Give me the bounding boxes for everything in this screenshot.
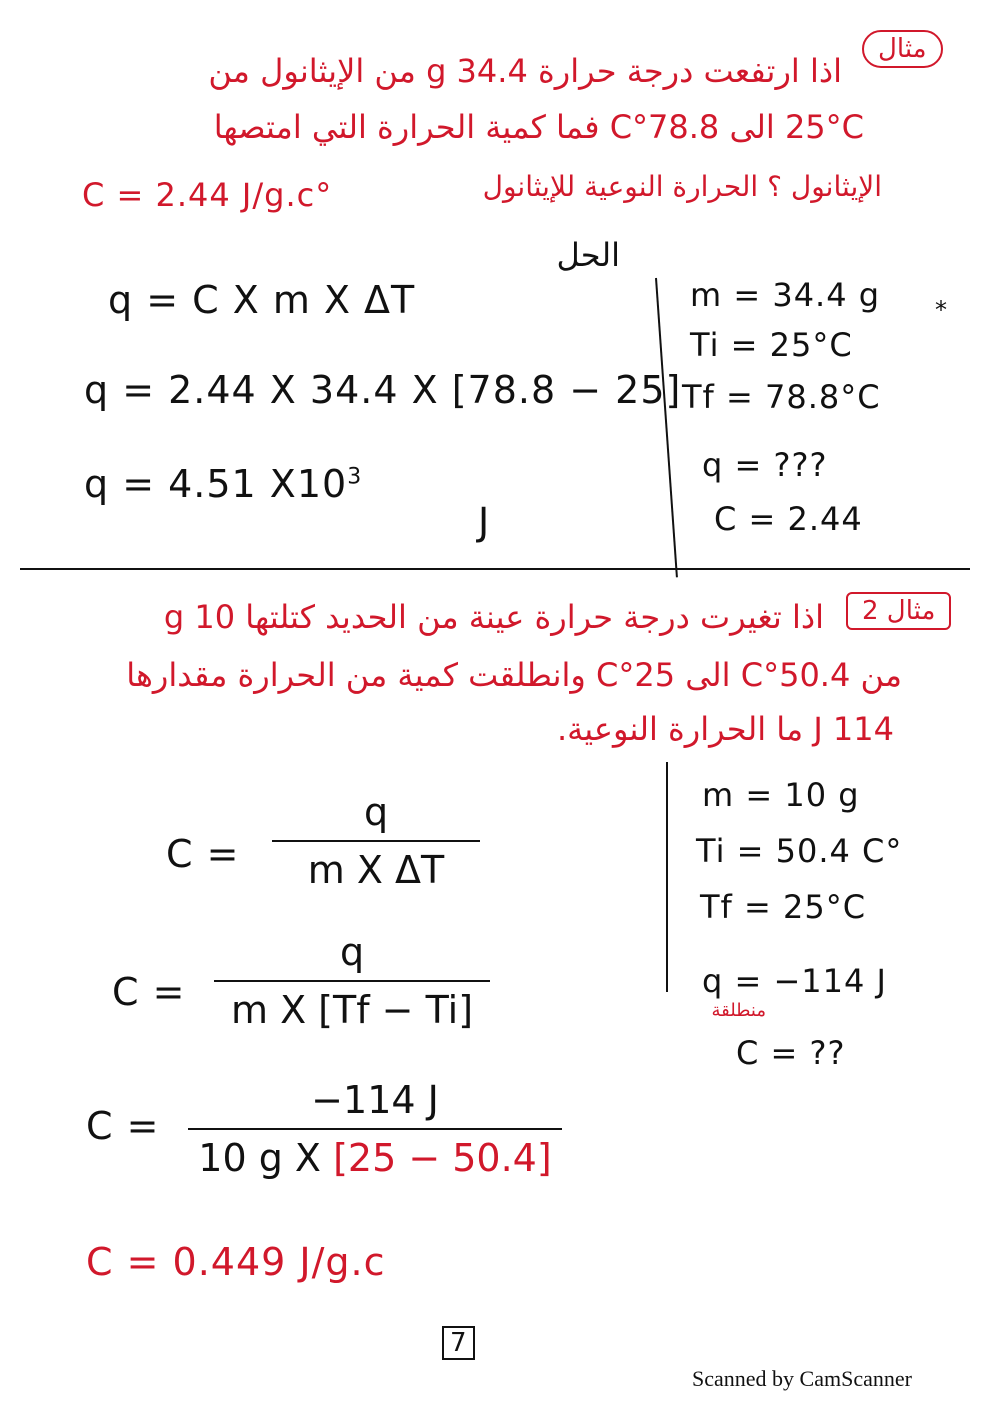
release-note: منطلقة bbox=[711, 1000, 766, 1021]
formula-3-denominator: 10 g X [25 − 50.4] bbox=[198, 1136, 552, 1180]
example-1-given-tf: Tf = 78.8°C bbox=[682, 378, 881, 416]
example-1-divider bbox=[655, 278, 678, 577]
example-2-line-1: اذا تغيرت درجة حرارة عينة من الحديد كتلتها 10 g bbox=[163, 598, 824, 636]
section-divider bbox=[20, 568, 970, 570]
example-1-line-2: 25°C الى 78.8°C فما كمية الحرارة التي امتصها bbox=[213, 108, 864, 146]
formula-3-numerator: −114 J bbox=[311, 1078, 439, 1122]
star-mark: * bbox=[935, 296, 947, 324]
example-1-label: مثال bbox=[862, 30, 943, 68]
example-1-given-q: q = ??? bbox=[702, 446, 828, 484]
example-1-equation-3: q = 4.51 $X10^3$ bbox=[84, 462, 363, 506]
example-1-c-value: C = 2.44 J/g.c° bbox=[82, 176, 333, 214]
formula-3-bar bbox=[188, 1128, 562, 1130]
formula-1-bar bbox=[272, 840, 480, 842]
formula-1-lhs: C = bbox=[166, 832, 240, 876]
example-1-unit: J bbox=[478, 500, 491, 544]
formula-1-fraction bbox=[272, 790, 480, 892]
example-2-divider bbox=[666, 762, 668, 992]
formula-1-numerator: q bbox=[363, 790, 389, 834]
example-1-given-m: m = 34.4 g bbox=[690, 276, 881, 314]
page-number: 7 bbox=[442, 1326, 475, 1360]
example-1-given-c: C = 2.44 bbox=[714, 500, 863, 538]
solution-label: الحل bbox=[556, 236, 620, 274]
formula-2-fraction bbox=[214, 930, 490, 1032]
example-1-line-3: الإيثانول ؟ الحرارة النوعية للإيثانول bbox=[482, 170, 882, 203]
example-1-equation-2: q = 2.44 X 34.4 X [78.8 − 25] bbox=[84, 368, 682, 412]
example-2-given-c: C = ?? bbox=[736, 1034, 846, 1072]
formula-2-lhs: C = bbox=[112, 970, 186, 1014]
example-1-equation-1: q = C X m X ΔT bbox=[108, 278, 416, 322]
example-2-line-2: من 50.4°C الى 25°C وانطلقت كمية من الحرارة مقدارها bbox=[126, 656, 902, 694]
example-2-given-m: m = 10 g bbox=[702, 776, 860, 814]
example-2-result: C = 0.449 J/g.c bbox=[86, 1240, 386, 1284]
example-1-given-ti: Ti = 25°C bbox=[690, 326, 853, 364]
example-2-given-tf: Tf = 25°C bbox=[700, 888, 867, 926]
scanner-footer: Scanned by CamScanner bbox=[692, 1366, 912, 1391]
example-2-given-ti: Ti = 50.4 C° bbox=[696, 832, 903, 870]
example-1-line-1: اذا ارتفعت درجة حرارة 34.4 g من الإيثانول من bbox=[208, 52, 842, 90]
example-2-label: مثال 2 bbox=[846, 592, 951, 630]
formula-1-denominator: m X ΔT bbox=[307, 848, 445, 892]
formula-2-bar bbox=[214, 980, 490, 982]
formula-2-numerator: q bbox=[339, 930, 365, 974]
example-2-line-3: 114 J ما الحرارة النوعية. bbox=[556, 710, 894, 748]
formula-3-fraction bbox=[188, 1078, 562, 1180]
formula-2-denominator: m X [Tf − Ti] bbox=[230, 988, 474, 1032]
formula-3-lhs: C = bbox=[86, 1104, 160, 1148]
example-2-given-q: q = −114 J bbox=[702, 962, 887, 1000]
